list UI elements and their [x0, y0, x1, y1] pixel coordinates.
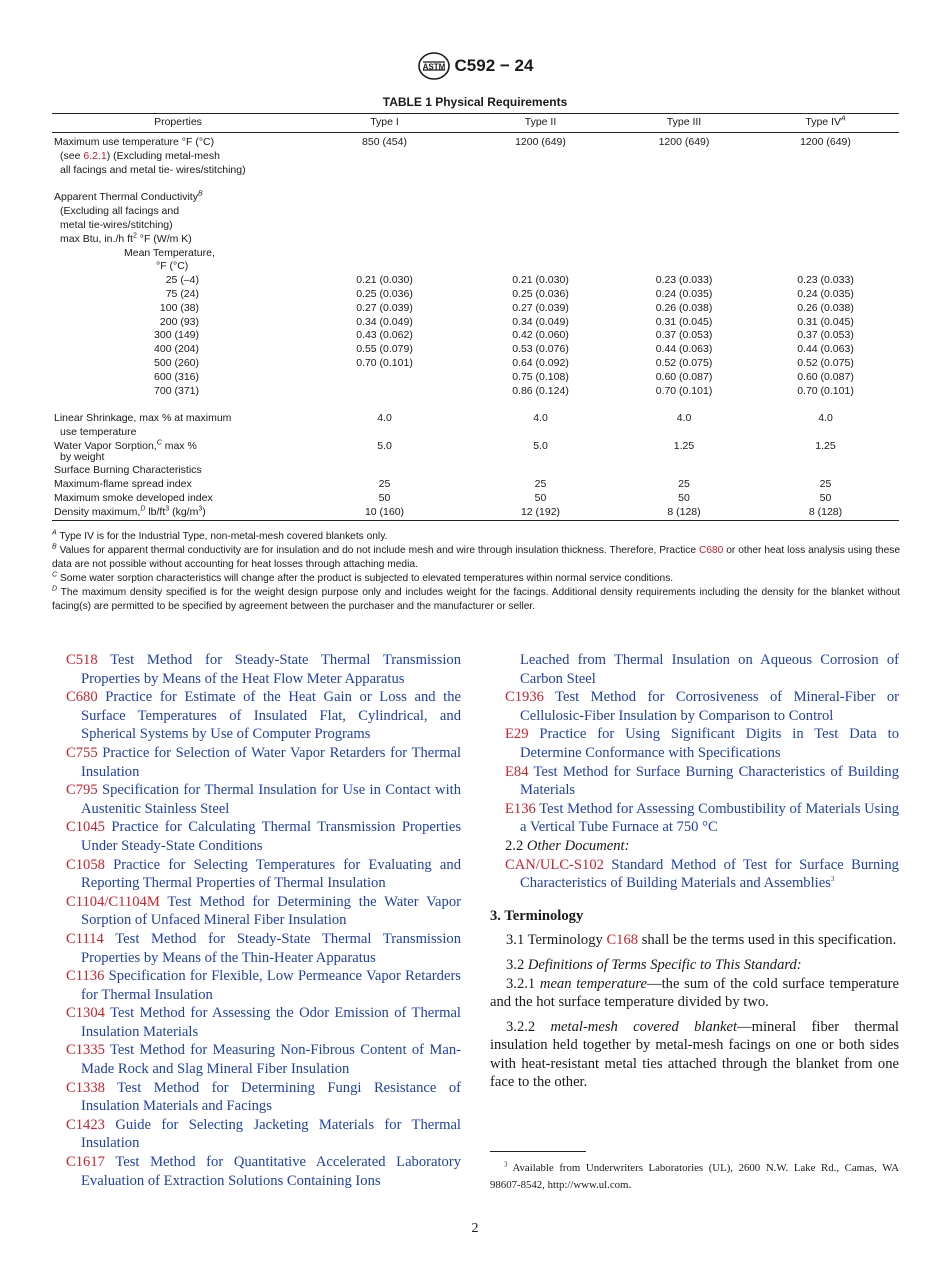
reference-code[interactable]: C1304: [66, 1005, 105, 1022]
density-label: Density maximum,$^D$ $lb/ft^3$ $(kg/m^3)$: [52, 506, 304, 520]
row-linear-shrinkage: [52, 412, 899, 440]
reference-code[interactable]: E136: [505, 800, 536, 817]
paragraph-3-1: 3.1 Terminology C168 shall be the terms used in this specification.: [506, 932, 897, 949]
conductivity-value-cell: 0.70 (0.101): [655, 384, 713, 397]
conductivity-value-cell: 0.27 (0.039): [512, 301, 569, 314]
conductivity-value-cell: 0.23 (0.033): [655, 274, 713, 287]
reference-title[interactable]: Practice for Estimate of the Heat Gain or Loss and the Surface Temperatures of Insulated Flat, Cylindrical, and Spherical Systems by Use of Computer Programs: [81, 689, 461, 743]
conductivity-value-cell: 0.52 (0.075): [655, 357, 713, 370]
reference-title[interactable]: Test Method for Measuring Non-Fibrous Content of Man-Made Rock and Slag Mineral Fiber Insulation: [81, 1042, 461, 1078]
mean-temperature-cell: 75 (24): [165, 288, 199, 301]
row-surface-burning: [52, 464, 899, 478]
reference-title[interactable]: Guide for Selecting Jacketing Materials for Thermal Insulation: [81, 1116, 461, 1152]
reference-code[interactable]: C1338: [66, 1079, 105, 1096]
reference-code[interactable]: C1335: [66, 1042, 105, 1059]
conductivity-row: [52, 316, 899, 330]
cell: 1200 (649): [515, 136, 566, 149]
reference-code[interactable]: C1058: [66, 856, 105, 873]
page-header: [0, 52, 950, 80]
conductivity-value-cell: 0.60 (0.087): [655, 370, 713, 383]
page-number: 2: [471, 1221, 479, 1236]
reference-title[interactable]: Specification for Thermal Insulation for Use in Contact with Austenitic Stainless Steel: [81, 782, 461, 817]
conductivity-value-cell: 0.25 (0.036): [356, 288, 413, 301]
reference-title[interactable]: Test Method for Steady-State Thermal Transmission Properties by Means of the Heat Flow Meter Apparatus: [81, 652, 462, 687]
footnote-divider: [490, 1151, 586, 1152]
mean-temperature-cell: 500 (260): [154, 357, 199, 370]
row-flame-spread: [52, 478, 899, 492]
conductivity-value-cell: 0.44 (0.063): [797, 343, 854, 356]
mean-temperature-cell: 400 (204): [154, 343, 199, 356]
cell: 1200 (649): [658, 136, 710, 149]
cell: 25: [819, 478, 832, 491]
cell: 850 (454): [362, 136, 407, 149]
mean-temperature-cell: 200 (93): [159, 315, 199, 328]
reference-code[interactable]: C1045: [66, 819, 105, 836]
conductivity-value-cell: 0.31 (0.045): [655, 315, 713, 328]
header-type-3: Type III: [616, 114, 752, 133]
mean-temperature-cell: 600 (316): [154, 370, 199, 383]
reference-item[interactable]: [66, 930, 461, 967]
conductivity-value-cell: 0.42 (0.060): [512, 329, 569, 342]
conductivity-value-cell: 0.60 (0.087): [797, 370, 854, 383]
conductivity-row: [52, 385, 899, 399]
max-use-label: Maximum use temperature °F (°C) (see 6.2.1) (Excluding metal-mesh all facings and metal tie- wires/stitching): [54, 136, 246, 176]
reference-code[interactable]: C1136: [66, 968, 105, 985]
conductivity-row: [52, 329, 899, 343]
cell: 1200 (649): [800, 136, 851, 149]
reference-list-left: [66, 651, 461, 1190]
conductivity-value-cell: 0.27 (0.039): [356, 301, 413, 314]
conductivity-rows: [52, 274, 899, 398]
reference-title[interactable]: Test Method for Surface Burning Characteristics of Building Materials: [520, 763, 899, 799]
cell: 50: [378, 492, 391, 505]
reference-title[interactable]: Test Method for Assessing the Odor Emission of Thermal Insulation Materials: [81, 1005, 461, 1040]
reference-title[interactable]: Practice for Selecting Temperatures for Evaluating and Reporting Thermal Properties of Thermal Insulation: [81, 856, 461, 892]
reference-title[interactable]: Test Method for Quantitative Accelerated Laboratory Evaluation of Extraction Solutions Containing Ions: [81, 1154, 461, 1189]
conductivity-value-cell: 0.43 (0.062): [356, 329, 413, 342]
reference-code[interactable]: C1104/C1104M: [66, 893, 160, 910]
physical-requirements-table: [52, 113, 899, 521]
reference-item[interactable]: [66, 967, 461, 1004]
reference-code[interactable]: E84: [505, 763, 529, 780]
cell: 4.0: [818, 412, 833, 425]
conductivity-value-cell: 0.26 (0.038): [655, 301, 713, 314]
row-density: [52, 506, 899, 520]
smoke-label: Maximum smoke developed index: [54, 492, 213, 505]
reference-item[interactable]: [505, 763, 899, 800]
reference-code[interactable]: C795: [66, 782, 98, 799]
reference-item[interactable]: [66, 744, 461, 781]
conductivity-value-cell: 0.70 (0.101): [356, 357, 413, 370]
reference-item[interactable]: [66, 1153, 461, 1190]
reference-code[interactable]: C1114: [66, 930, 104, 947]
mean-temperature-cell: 700 (371): [154, 384, 199, 397]
mean-temperature-cell: 300 (149): [154, 329, 199, 342]
conductivity-value-cell: 0.26 (0.038): [797, 301, 854, 314]
cell: 4.0: [676, 412, 692, 425]
footnote-c: $^C$ Some water sorption characteristics will change after the product is subjected to elevated temperatures within normal service conditions.: [52, 571, 674, 584]
reference-code[interactable]: C518: [66, 652, 98, 668]
reference-continuation[interactable]: Leached from Thermal Insulation on Aqueous Corrosion of Carbon Steel: [520, 652, 899, 687]
row-conductivity-label: [52, 191, 899, 274]
right-column: [490, 651, 900, 1092]
astm-logo-icon: [417, 52, 451, 80]
footnote-3: $^3$ Available from Underwriters Laboratories (UL), 2600 N.W. Lake Rd., Camas, WA 98607-8542, http://www.ul.com.: [490, 1160, 899, 1191]
conductivity-row: [52, 343, 899, 357]
reference-code[interactable]: C1617: [66, 1154, 105, 1171]
conductivity-value-cell: 0.25 (0.036): [512, 288, 569, 301]
reference-code[interactable]: E29: [505, 726, 529, 743]
table-footnotes: [52, 530, 900, 613]
conductivity-value-cell: 0.64 (0.092): [512, 357, 569, 370]
table-header-row: [52, 114, 899, 133]
reference-item[interactable]: [66, 1116, 461, 1153]
reference-item[interactable]: [66, 818, 461, 855]
reference-code[interactable]: C1423: [66, 1116, 105, 1133]
cell: 1.25: [815, 439, 836, 452]
reference-item[interactable]: [66, 1079, 461, 1116]
reference-code[interactable]: C1936: [505, 689, 544, 706]
reference-item[interactable]: [66, 1004, 461, 1041]
cell: 8 (128): [616, 506, 752, 520]
reference-item[interactable]: [66, 688, 461, 744]
cell: 25: [378, 478, 391, 491]
surface-burning-label: Surface Burning Characteristics: [54, 464, 202, 477]
reference-can-ulc-s102[interactable]: CAN/ULC-S102 Standard Method of Test for Surface Burning Characteristics of Building Materials and Assemblies$^3$: [505, 856, 899, 892]
cell: 1.25: [673, 439, 695, 452]
cell: 8 (128): [752, 506, 899, 520]
sorption-label: Water Vapor Sorption,$^C$ max % by weight: [54, 439, 197, 463]
paragraph-3-2-1: 3.2.1 mean temperature—the sum of the cold surface temperature and the hot surface temperature divided by two.: [490, 975, 899, 1011]
cell: 4.0: [377, 412, 392, 425]
conductivity-row: [52, 302, 899, 316]
section-3-heading: 3. Terminology: [490, 907, 584, 924]
reference-item[interactable]: [505, 688, 899, 725]
mean-temperature-cell: 100 (38): [159, 301, 199, 314]
conductivity-value-cell: 0.21 (0.030): [512, 274, 569, 287]
conductivity-value-cell: 0.75 (0.108): [512, 370, 569, 383]
cell: 50: [819, 492, 832, 505]
document-designation: C592 − 24: [454, 56, 534, 75]
conductivity-value-cell: 0.55 (0.079): [356, 343, 413, 356]
reference-item[interactable]: [66, 781, 461, 818]
astm-logo-text: ASTM: [422, 62, 445, 72]
conductivity-value-cell: [304, 385, 465, 399]
other-document-heading: 2.2 Other Document:: [505, 837, 630, 854]
reference-list-right: [505, 688, 899, 837]
cell: 5.0: [377, 439, 392, 452]
conductivity-value-cell: 0.53 (0.076): [512, 343, 569, 356]
reference-title[interactable]: Practice for Selection of Water Vapor Retarders for Thermal Insulation: [81, 744, 461, 780]
conductivity-value-cell: 0.24 (0.035): [655, 288, 713, 301]
conductivity-value-cell: 0.44 (0.063): [655, 343, 713, 356]
reference-code[interactable]: C755: [66, 744, 98, 761]
shrinkage-label: Linear Shrinkage, max % at maximum use temperature: [54, 412, 232, 439]
reference-item[interactable]: [505, 800, 899, 837]
reference-item[interactable]: [66, 1041, 461, 1078]
reference-title[interactable]: Specification for Flexible, Low Permeance Vapor Retarders for Thermal Insulation: [81, 968, 461, 1003]
header-properties: Properties: [52, 114, 304, 133]
cell: 5.0: [533, 439, 548, 452]
conductivity-value-cell: [304, 371, 465, 385]
footnote-d: $^D$ The maximum density specified is for the weight design purpose only and includes weight for the facings. Additional density requirements including the density for the blanket without facing(s) are permitted to be specified by agreement between the purchaser and the manufacturer or seller.: [52, 585, 900, 612]
conductivity-value-cell: 0.86 (0.124): [512, 384, 569, 397]
cell: 4.0: [533, 412, 548, 425]
link-c680[interactable]: C680: [698, 544, 724, 556]
header-type-2: Type II: [465, 114, 616, 133]
conductivity-row: [52, 357, 899, 371]
reference-title[interactable]: Test Method for Determining Fungi Resistance of Insulation Materials and Facings: [81, 1079, 461, 1115]
flame-label: Maximum-flame spread index: [54, 478, 192, 491]
conductivity-value-cell: 0.34 (0.049): [512, 315, 569, 328]
table-title: TABLE 1 Physical Requirements: [382, 95, 568, 109]
conductivity-value-cell: 0.34 (0.049): [356, 315, 413, 328]
reference-item[interactable]: [66, 893, 461, 930]
row-water-vapor-sorption: [52, 440, 899, 465]
link-6-2-1[interactable]: 6.2.1: [83, 150, 107, 163]
reference-title[interactable]: Test Method for Determining the Water Vapor Sorption of Unfaced Mineral Fiber Insulation: [81, 893, 461, 929]
footnote-b: $^B$ Values for apparent thermal conductivity are for insulation and do not include mesh and wire through insulation thickness. Therefore, Practice C680 or other heat loss analysis using these data are not possible without accounting for heat losses through attaching media.: [52, 543, 900, 570]
row-smoke-developed: [52, 492, 899, 506]
conductivity-row: [52, 371, 899, 385]
cell: 10 (160): [304, 506, 465, 520]
header-type-4: Type $IV^A$: [752, 114, 899, 133]
reference-item[interactable]: [66, 651, 461, 688]
reference-title[interactable]: Test Method for Corrosiveness of Mineral-Fiber or Cellulosic-Fiber Insulation by Comparison to Control: [520, 689, 900, 724]
cell: 50: [534, 492, 547, 505]
conductivity-row: [52, 274, 899, 288]
cell: 25: [678, 478, 690, 491]
conductivity-value-cell: 0.70 (0.101): [797, 384, 854, 397]
cell: 50: [678, 492, 690, 505]
reference-code[interactable]: C680: [66, 689, 98, 706]
reference-title[interactable]: Practice for Calculating Thermal Transmission Properties Under Steady-State Conditions: [81, 819, 461, 854]
cell: 25: [534, 478, 547, 491]
reference-title[interactable]: Practice for Using Significant Digits in Test Data to Determine Conformance with Specifications: [520, 726, 899, 761]
conductivity-label: Apparent Thermal Conductivity$^B$ (Excluding all facings and metal tie-wires/stitching) max Btu, in./h $ft^2$ °F (W/m K) Mean Temperature, °F (°C): [54, 190, 215, 273]
conductivity-value-cell: 0.37 (0.053): [655, 329, 713, 342]
conductivity-value-cell: 0.23 (0.033): [797, 274, 854, 287]
conductivity-value-cell: 0.24 (0.035): [797, 288, 854, 301]
reference-title[interactable]: Test Method for Steady-State Thermal Transmission Properties by Means of the Thin-Heater Apparatus: [81, 930, 461, 966]
reference-title[interactable]: Test Method for Assessing Combustibility of Materials Using a Vertical Tube Furnace at 750 °C: [520, 800, 899, 836]
header-type-1: Type I: [304, 114, 465, 133]
row-max-use-temperature: [52, 136, 899, 177]
left-column: [66, 651, 461, 1190]
reference-item[interactable]: [505, 725, 899, 762]
footnote-a: $^A$ Type IV is for the Industrial Type, non-metal-mesh covered blankets only.: [52, 529, 388, 542]
conductivity-row: [52, 288, 899, 302]
mean-temperature-cell: 25 (–4): [165, 274, 199, 287]
conductivity-value-cell: 0.37 (0.053): [797, 329, 854, 342]
reference-item[interactable]: [66, 856, 461, 893]
paragraph-3-2-2: 3.2.2 metal-mesh covered blanket—mineral fiber thermal insulation held together by metal-mesh facings on one or both sides with heat-resistant metal ties attached through the blanket from one face to the other.: [490, 1018, 899, 1091]
conductivity-value-cell: 0.21 (0.030): [356, 274, 413, 287]
conductivity-value-cell: 0.31 (0.045): [797, 315, 854, 328]
cell: 12 (192): [465, 506, 616, 520]
paragraph-3-2: 3.2 Definitions of Terms Specific to This Standard:: [506, 956, 802, 973]
conductivity-value-cell: 0.52 (0.075): [797, 357, 854, 370]
link-c168[interactable]: C168: [606, 932, 639, 949]
